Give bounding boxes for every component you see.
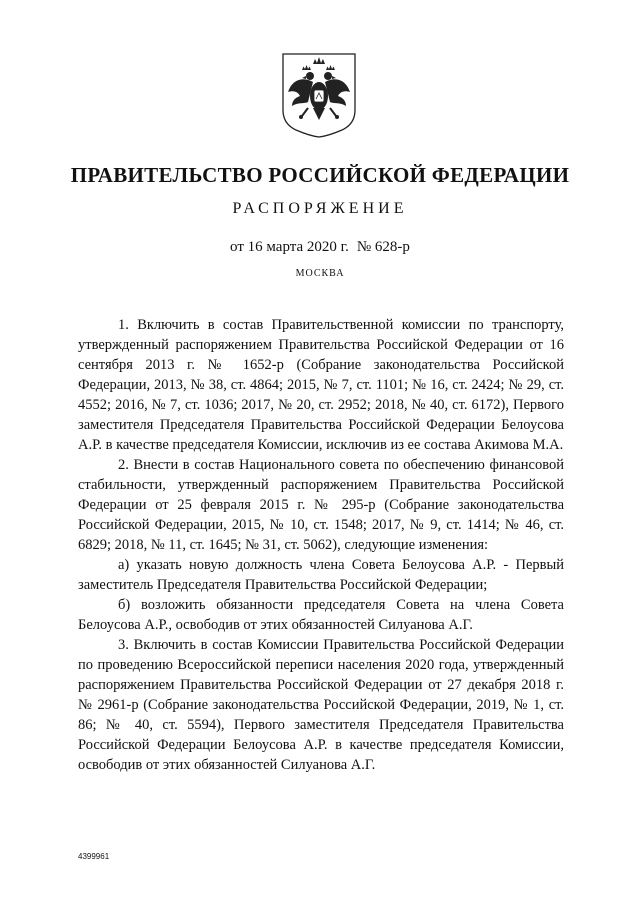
document-code: 4399961 [78, 852, 110, 861]
document-body [78, 315, 564, 775]
paragraph-2a: а) указать новую должность члена Совета Белоусова А.Р. - Первый заместитель Председателя Правительства Российской Федерации; [78, 557, 564, 593]
document-date: от 16 марта 2020 г. [230, 239, 349, 255]
paragraph-2: 2. Внести в состав Национального совета по обеспечению финансовой стабильности, утвержденный распоряжением Правительства Российской Федерации от 25 февраля 2015 г. № 295-р (Собрание законодательства Российской Федерации, 2015, № 10, ст. 1548; 2017, № 9, ст. 1414; № 46, ст. 6829; 2018, № 11, ст. 1645; № 31, ст. 5062), следующие изменения: [78, 457, 564, 553]
document-city: МОСКВА [295, 268, 345, 279]
paragraph-1: 1. Включить в состав Правительственной комиссии по транспорту, утвержденный распоряжением Правительства Российской Федерации от 16 сентября 2013 г. № 1652-р (Собрание законодательства Российской Федерации, 2013, № 38, ст. 4864; 2015, № 7, ст. 1101; № 16, ст. 2424; № 29, ст. 4552; 2016, № 7, ст. 1036; 2017, № 20, ст. 2952; 2018, № 40, ст. 6172), Первого заместителя Председателя Правительства Российской Федерации Белоусова А.Р. в качестве председателя Комиссии, исключив из ее состава Акимова М.А. [78, 317, 564, 453]
document-date-line [0, 239, 640, 256]
government-title: ПРАВИТЕЛЬСТВО РОССИЙСКОЙ ФЕДЕРАЦИИ [70, 163, 570, 187]
paragraph-3: 3. Включить в состав Комиссии Правительства Российской Федерации по проведению Всероссийской переписи населения 2020 года, утвержденный распоряжением Правительства Российской Федерации от 27 декабря 2018 г. № 2961-р (Собрание законодательства Российской Федерации, 2019, № 1, ст. 86; № 40, ст. 5594), Первого заместителя Председателя Правительства Российской Федерации Белоусова А.Р. в качестве председателя Комиссии, освободив от этих обязанностей Силуанова А.Г. [78, 637, 564, 773]
russian-coat-of-arms-icon [280, 52, 358, 138]
document-number: № 628-р [356, 239, 410, 255]
document-type: РАСПОРЯЖЕНИЕ [232, 200, 408, 217]
paragraph-2b: б) возложить обязанности председателя Совета на члена Совета Белоусова А.Р., освободив от этих обязанностей Силуанова А.Г. [78, 597, 564, 633]
